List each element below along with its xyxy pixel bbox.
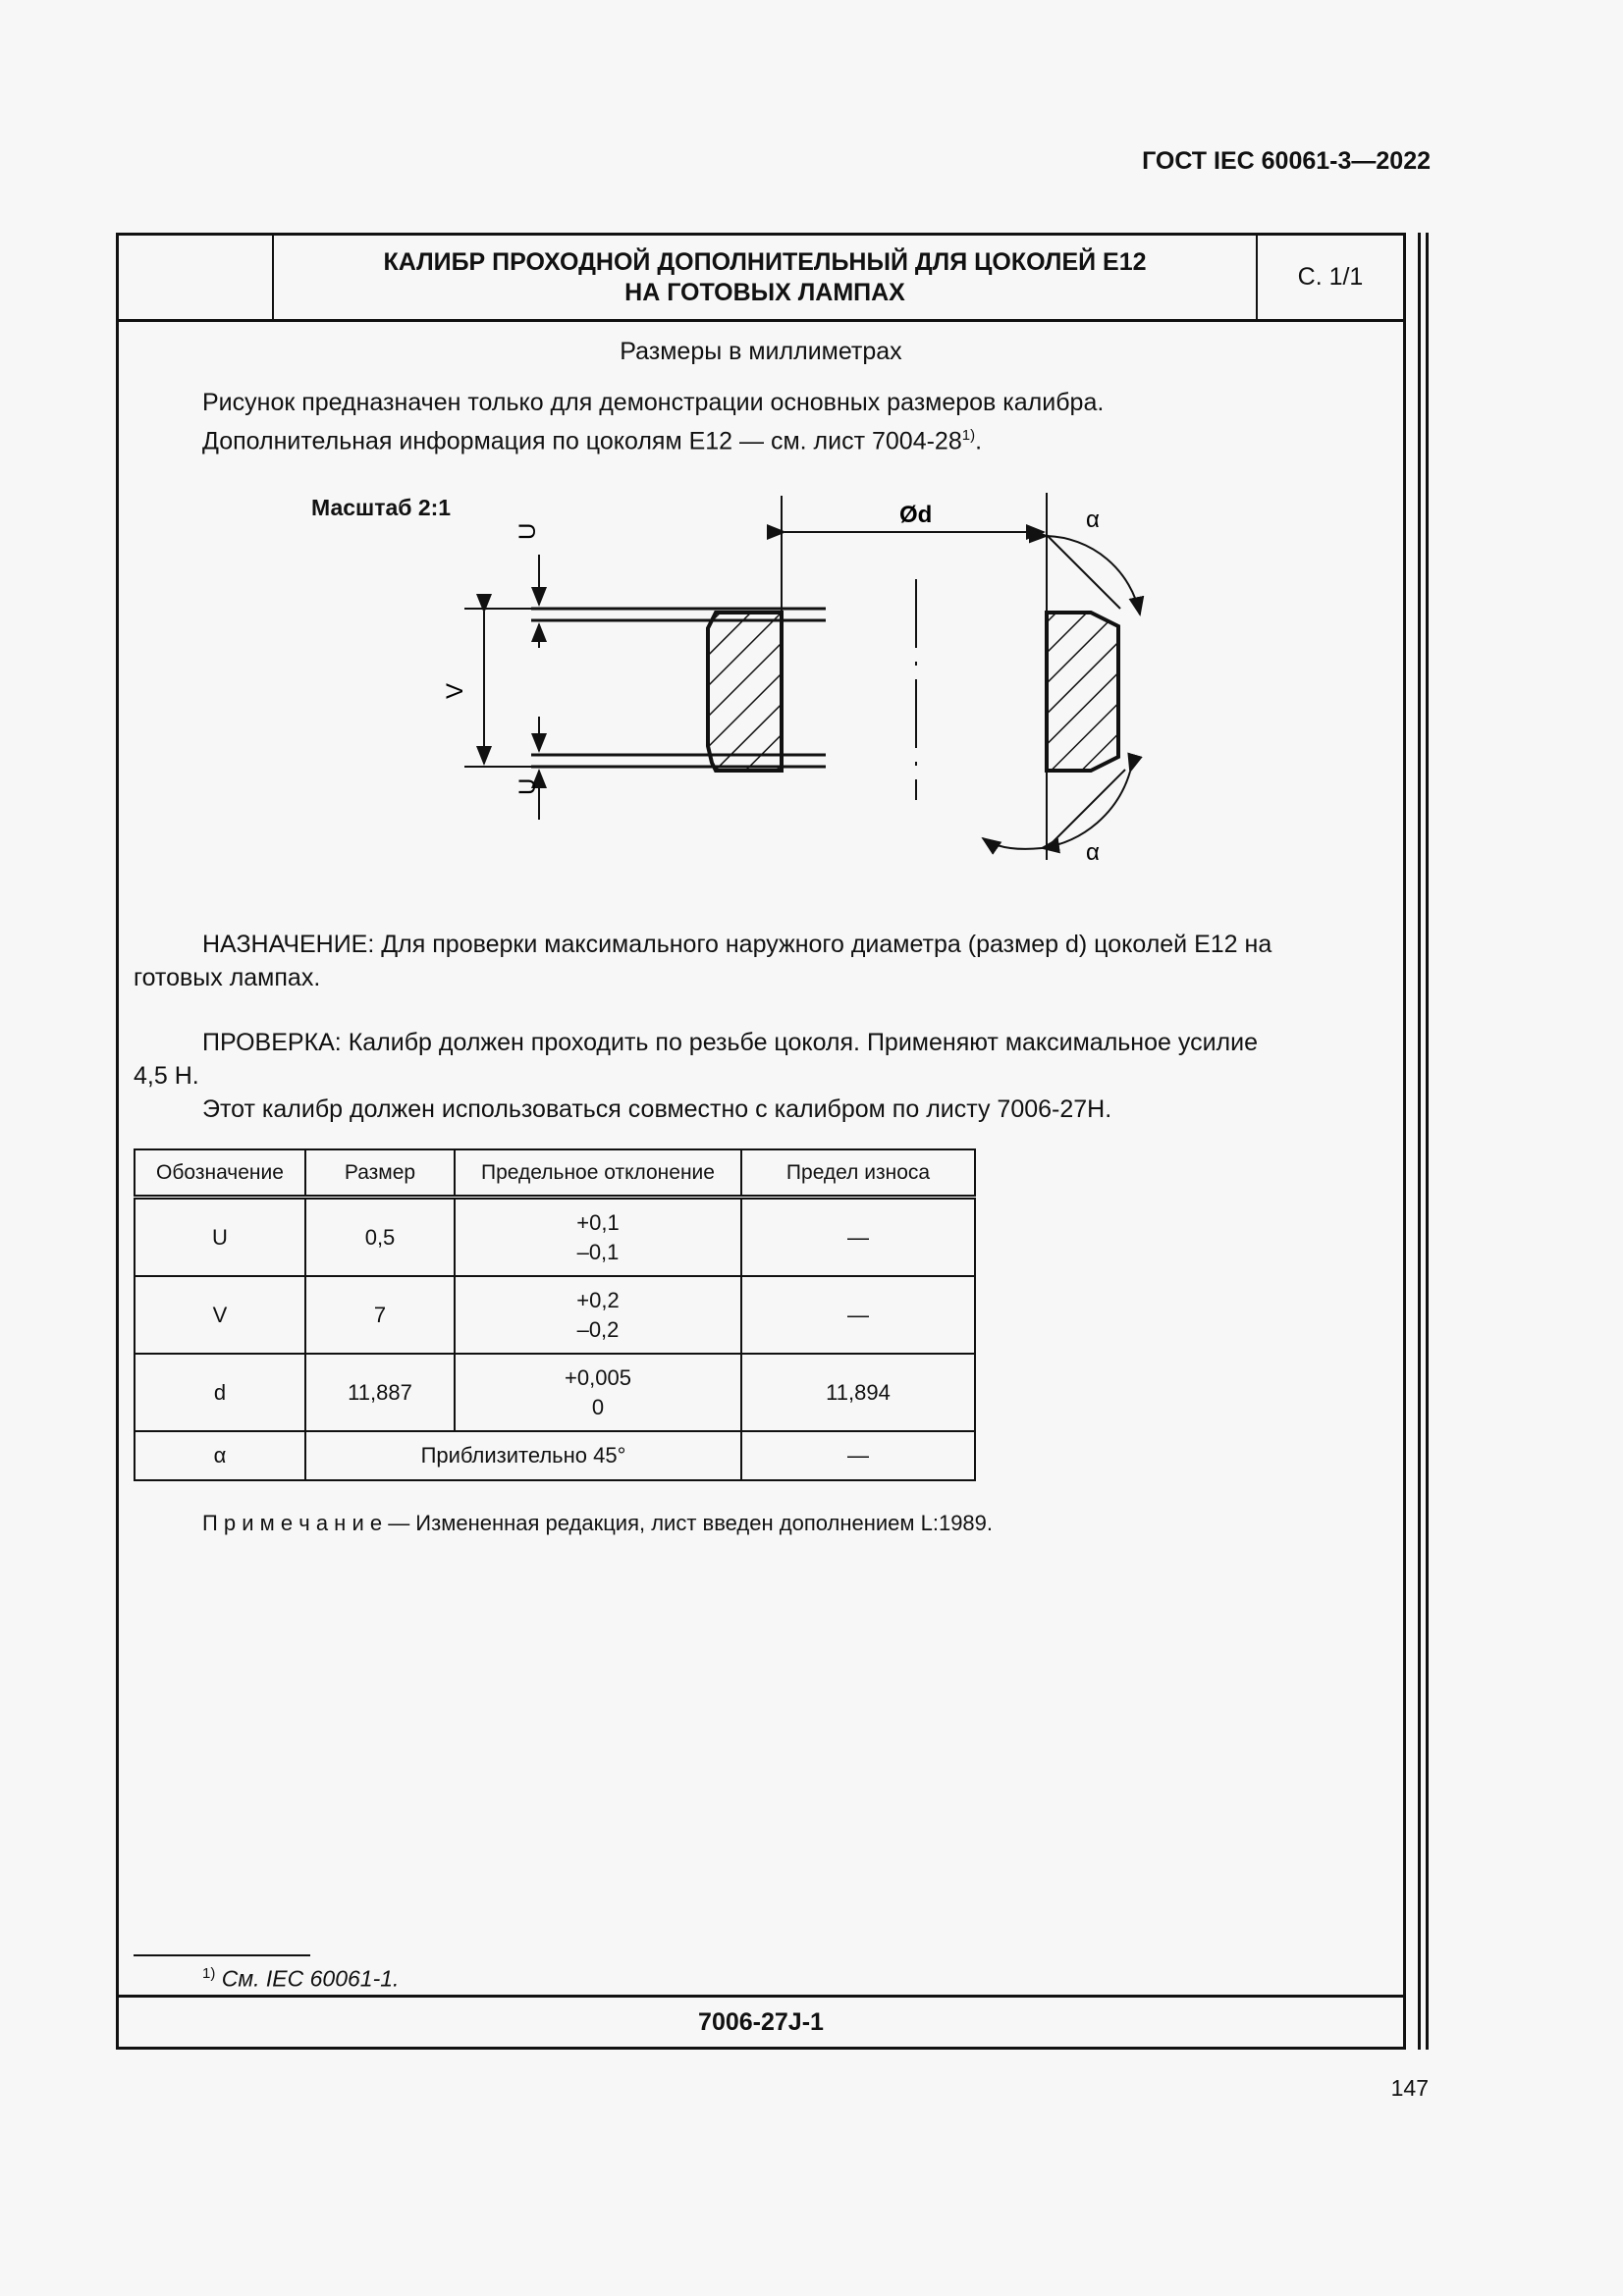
angle-alpha-bottom [983, 838, 1042, 849]
check-line-2: 4,5 Н. [134, 1062, 199, 1090]
cell-size: Приблизительно 45° [305, 1431, 741, 1480]
cell-wear: 11,894 [741, 1354, 975, 1431]
label-alpha-bottom: α [1086, 839, 1100, 866]
gauge-section-right [1047, 613, 1118, 771]
table-row [135, 1276, 975, 1354]
col-header-wear-limit: Предел износа [741, 1149, 975, 1198]
cell-size: 0,5 [305, 1198, 455, 1277]
cell-wear: — [741, 1198, 975, 1277]
cell-deviation: +0,005 0 [455, 1354, 741, 1431]
purpose-paragraph [202, 928, 1271, 961]
sheet-frame [116, 233, 1406, 2050]
chamfer-line [1047, 535, 1120, 609]
footnote-rule [134, 1954, 310, 1956]
cell-size: 11,887 [305, 1354, 455, 1431]
table-row [135, 1431, 975, 1480]
dimensions-table [134, 1148, 976, 1481]
sheet-code: 7006-27J-1 [119, 1995, 1403, 2047]
cell-symbol: α [135, 1431, 305, 1480]
footnote-ref: 1) [961, 427, 976, 444]
cell-deviation: +0,2 –0,2 [455, 1276, 741, 1354]
chamfer-line [1047, 770, 1125, 848]
cell-symbol: V [135, 1276, 305, 1354]
cell-symbol: U [135, 1198, 305, 1277]
footnote: $^{1)}$ См. IEC 60061-1. [202, 1965, 400, 1992]
cell-wear: — [741, 1431, 975, 1480]
gauge-drawing [119, 236, 1403, 923]
label-v: V [442, 682, 468, 699]
label-u-top: U [514, 522, 541, 540]
sheet-number: С. 1/1 [1297, 263, 1364, 291]
standard-code: ГОСТ IEC 60061-3—2022 [1142, 147, 1431, 175]
binding-line [1426, 233, 1429, 2050]
cell-wear: — [741, 1276, 975, 1354]
page-number: 147 [1390, 2075, 1429, 2101]
check-line-3: Этот калибр должен использоваться совместно с калибром по листу 7006-27H. [202, 1095, 1112, 1123]
col-header-designation: Обозначение [135, 1149, 305, 1198]
title-line-1: КАЛИБР ПРОХОДНОЙ ДОПОЛНИТЕЛЬНЫЙ ДЛЯ ЦОКОЛЕЙ E12 [383, 247, 1147, 276]
table-row [135, 1198, 975, 1277]
table-row [135, 1354, 975, 1431]
label-alpha-top: α [1086, 507, 1100, 533]
intro-line-2: Дополнительная информация по цоколям E12 — см. лист 7004-28$^{1)}$. [202, 427, 983, 455]
cell-size: 7 [305, 1276, 455, 1354]
cell-symbol: d [135, 1354, 305, 1431]
note: П р и м е ч а н и е — Измененная редакция, лист введен дополнением L:1989. [202, 1511, 994, 1535]
label-u-bottom: U [514, 777, 541, 795]
check-line-1: ПРОВЕРКА: Калибр должен проходить по резьбе цоколя. Применяют максимальное усилие [202, 1029, 1258, 1056]
gauge-section-left [708, 613, 782, 771]
intro-line-1: Рисунок предназначен только для демонстрации основных размеров калибра. [202, 389, 1105, 416]
cell-deviation: +0,1 –0,1 [455, 1198, 741, 1277]
binding-line [1418, 233, 1421, 2050]
col-header-deviation: Предельное отклонение [455, 1149, 741, 1198]
purpose-line-1: НАЗНАЧЕНИЕ: Для проверки максимального наружного диаметра (размер d) цоколей E12 на [202, 931, 1272, 958]
title-line-2: НА ГОТОВЫХ ЛАМПАХ [624, 278, 905, 306]
col-header-size: Размер [305, 1149, 455, 1198]
scale-label: Масштаб 2:1 [311, 495, 452, 520]
units-note: Размеры в миллиметрах [620, 338, 902, 365]
purpose-line-2: готовых лампах. [134, 964, 321, 991]
label-d: Ød [899, 502, 933, 528]
